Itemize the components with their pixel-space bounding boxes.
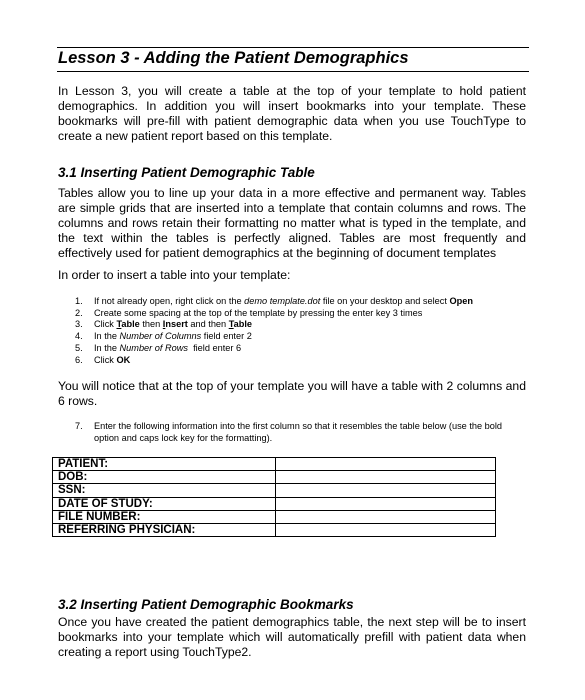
table-row	[53, 458, 496, 471]
notice-paragraph	[58, 379, 526, 409]
step-number: 5.	[75, 342, 83, 353]
list-item	[75, 331, 473, 343]
step-number: 4.	[75, 331, 83, 342]
title-rule-top	[57, 47, 529, 48]
notice-line: You will notice that at the top of your template you will have a table with 2 columns and	[58, 379, 526, 393]
tables-paragraph	[58, 186, 526, 261]
step-text: Click OK	[94, 354, 131, 365]
table-cell-label: FILE NUMBER:	[53, 510, 276, 523]
intro-line: bookmarks will pre-fill with patient demographic data when you use TouchType to	[58, 114, 526, 128]
step-number: 7.	[75, 421, 83, 431]
table-row	[53, 497, 496, 510]
step-number: 2.	[75, 307, 83, 318]
demographics-table	[52, 457, 496, 537]
page-title: Lesson 3 - Adding the Patient Demographics	[58, 49, 409, 67]
table-cell-empty	[276, 484, 496, 497]
insert-intro: In order to insert a table into your template:	[58, 268, 291, 282]
tables-line: Tables allow you to line up your data in a more effective and permanent way. Tables	[58, 186, 526, 200]
list-item	[75, 319, 473, 331]
step-number: 6.	[75, 354, 83, 365]
table-row	[53, 510, 496, 523]
table-cell-empty	[276, 458, 496, 471]
bookmarks-line: Once you have created the patient demographics table, the next step will be to insert	[58, 615, 526, 629]
step-text: Enter the following information into the first column so that it resembles the table below (use the bold option and caps lock key for the formatting).	[94, 421, 503, 443]
intro-line: demographics. In addition you will insert bookmarks into your template. These	[58, 99, 526, 113]
bookmarks-line: creating a report using TouchType2.	[58, 645, 252, 659]
list-item	[75, 355, 473, 367]
table-cell-empty	[276, 471, 496, 484]
table-cell-label: DATE OF STUDY:	[53, 497, 276, 510]
table-cell-empty	[276, 523, 496, 536]
list-item	[75, 296, 473, 308]
step-text: If not already open, right click on the demo template.dot file on your desktop and select Open	[94, 296, 473, 306]
table-cell-label: REFERRING PHYSICIAN:	[53, 523, 276, 536]
step-text: Click Table then Insert and then Table	[94, 319, 253, 330]
list-item	[75, 308, 473, 320]
step-text: In the Number of Rows field enter 6	[94, 342, 242, 353]
intro-paragraph	[58, 84, 526, 144]
step-number: 1.	[75, 296, 83, 306]
list-item	[75, 420, 520, 444]
intro-line: In Lesson 3, you will create a table at the top of your template to hold patient	[58, 84, 526, 98]
step-text: Create some spacing at the top of the template by pressing the enter key 3 times	[94, 307, 423, 318]
tables-line: are simple grids that are inserted into a template that contain columns and rows. The	[58, 201, 526, 215]
tables-line: effectively used for patient demographics at the beginning of document templates	[58, 246, 497, 260]
list-item	[75, 343, 473, 355]
table-cell-label: PATIENT:	[53, 458, 276, 471]
intro-line: create a new patient report based on this template.	[58, 129, 333, 143]
steps-list	[75, 296, 473, 366]
bookmarks-line: bookmarks into your template which will automatically prefill with patient data when	[58, 630, 526, 644]
title-rule-bottom	[57, 71, 529, 72]
table-row	[53, 523, 496, 536]
table-cell-label: SSN:	[53, 484, 276, 497]
step-text: In the Number of Columns field enter 2	[94, 331, 252, 342]
section-heading-table: 3.1 Inserting Patient Demographic Table	[58, 165, 315, 180]
table-cell-label: DOB:	[53, 471, 276, 484]
table-cell-empty	[276, 510, 496, 523]
tables-line: the text within the tables is perfectly aligned. Tables are most frequently and	[58, 231, 526, 245]
step-number: 3.	[75, 319, 83, 330]
table-row	[53, 471, 496, 484]
notice-line: 6 rows.	[58, 394, 98, 408]
tables-line: columns and rows retain their formatting no matter what is typed in the template, and	[58, 216, 526, 230]
bookmarks-paragraph	[58, 615, 526, 660]
table-cell-empty	[276, 497, 496, 510]
section-heading-bookmarks: 3.2 Inserting Patient Demographic Bookmarks	[58, 597, 354, 612]
table-row	[53, 484, 496, 497]
